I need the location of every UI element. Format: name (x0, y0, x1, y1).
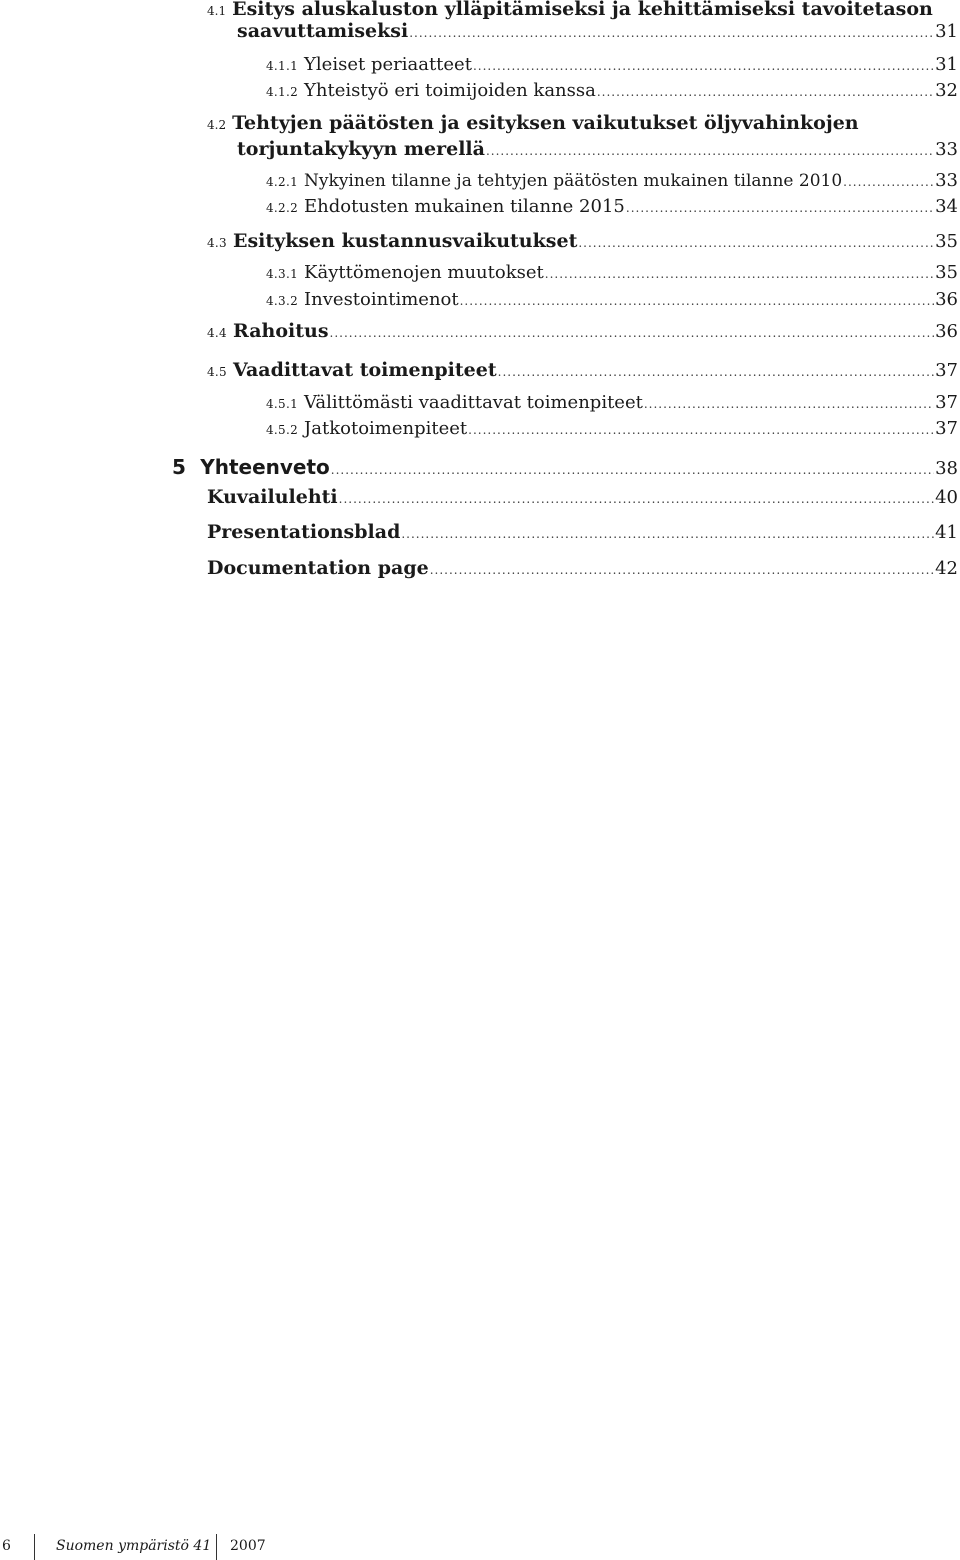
toc-number: 4.2 (207, 118, 227, 132)
toc-title: Ehdotusten mukainen tilanne 2015 (304, 196, 625, 217)
toc-page-number: 35 (935, 262, 958, 283)
toc-title: Esityksen kustannusvaikutukset (232, 230, 578, 252)
toc-leader-dots (498, 365, 934, 379)
toc-number: 4.1.1 (266, 59, 299, 73)
toc-title: Välittömästi vaadittavat toimenpiteet (304, 392, 643, 413)
toc-leader-dots (330, 326, 935, 340)
toc-leader-dots (468, 423, 934, 437)
toc-title: Rahoitus (232, 320, 329, 342)
footer-divider (34, 1534, 35, 1560)
toc-entry-4-2-line1[interactable] (207, 112, 859, 134)
footer-page-number: 6 (2, 1538, 11, 1554)
toc-title: Yhteistyö eri toimijoiden kanssa (304, 80, 596, 101)
toc-number: 4.4 (207, 326, 227, 340)
toc-page-number: 35 (935, 231, 958, 252)
toc-entry-4-2[interactable] (237, 138, 958, 160)
toc-leader-dots (401, 527, 934, 541)
toc-title: Investointimenot (304, 289, 459, 310)
toc-entry-4-5-1[interactable] (266, 392, 958, 413)
toc-page-number: 36 (935, 321, 958, 342)
toc-leader-dots (843, 175, 934, 189)
toc-entry-4-1-line1[interactable] (207, 0, 933, 20)
toc-leader-dots (460, 294, 934, 308)
toc-entry-4-5-2[interactable] (266, 418, 958, 439)
toc-number: 4.5.2 (266, 423, 299, 437)
toc-title: Yhteenveto (200, 455, 330, 479)
toc-number: 4.3.1 (266, 267, 299, 281)
toc-leader-dots (644, 397, 934, 411)
toc-title: Presentationsblad (207, 521, 401, 543)
toc-number: 4.1 (207, 4, 227, 18)
toc-title: Yleiset periaatteet (304, 54, 472, 75)
toc-number: 5 (172, 455, 187, 479)
toc-page-number: 41 (935, 522, 958, 543)
toc-number: 4.2.2 (266, 201, 299, 215)
footer-issue: 41 (193, 1538, 212, 1554)
toc-page-number: 31 (935, 54, 958, 75)
toc-title: Käyttömenojen muutokset (304, 262, 544, 283)
toc-number: 4.1.2 (266, 85, 299, 99)
toc-entry-4-3-2[interactable] (266, 289, 958, 310)
toc-leader-dots (486, 144, 934, 158)
toc-title: torjuntakykyyn merellä (237, 138, 485, 160)
toc-entry-4-1[interactable] (237, 20, 958, 42)
toc-entry-4-3-1[interactable] (266, 262, 958, 283)
toc-leader-dots (626, 201, 934, 215)
toc-leader-dots (331, 463, 934, 477)
toc-page-number: 31 (935, 21, 958, 42)
toc-page-number: 38 (935, 458, 958, 479)
toc-entry-presentationsblad[interactable] (207, 521, 958, 543)
toc-entry-kuvailulehti[interactable] (207, 486, 958, 508)
toc-entry-chapter-5[interactable] (172, 455, 958, 479)
toc-entry-documentation-page[interactable] (207, 557, 958, 579)
toc-page-number: 37 (935, 392, 958, 413)
toc-page-number: 32 (935, 80, 958, 101)
toc-title: Documentation page (207, 557, 429, 579)
toc-number: 4.2.1 (266, 175, 299, 189)
toc-title: Esitys aluskaluston ylläpitämiseksi ja kehittämiseksi tavoitetason (232, 0, 933, 20)
toc-title: Jatkotoimenpiteet (304, 418, 468, 439)
toc-leader-dots (339, 492, 934, 506)
toc-page-number: 37 (935, 360, 958, 381)
toc-title: Vaadittavat toimenpiteet (232, 359, 497, 381)
toc-title: Tehtyjen päätösten ja esityksen vaikutukset öljyvahinkojen (232, 112, 859, 134)
toc-leader-dots (597, 85, 934, 99)
toc-title: Nykyinen tilanne ja tehtyjen päätösten mukainen tilanne 2010 (304, 171, 843, 191)
toc-leader-dots (545, 267, 934, 281)
toc-page-number: 36 (935, 289, 958, 310)
toc-entry-4-4[interactable] (207, 320, 958, 342)
toc-title: Kuvailulehti (207, 486, 338, 508)
toc-page-number: 34 (935, 196, 958, 217)
toc-page-number: 37 (935, 418, 958, 439)
toc-entry-4-1-1[interactable] (266, 54, 958, 75)
footer-series: Suomen ympäristö (56, 1538, 189, 1554)
toc-entry-4-1-2[interactable] (266, 80, 958, 101)
page-footer (0, 1534, 300, 1560)
footer-separator (216, 1534, 217, 1560)
footer-publication (56, 1538, 211, 1554)
toc-number: 4.5.1 (266, 397, 299, 411)
toc-number: 4.3.2 (266, 294, 299, 308)
toc-leader-dots (430, 563, 934, 577)
toc-title: saavuttamiseksi (237, 20, 409, 42)
toc-page-number: 33 (935, 170, 958, 191)
toc-entry-4-3[interactable] (207, 230, 958, 252)
toc-page-number: 40 (935, 487, 958, 508)
toc-page-number: 42 (935, 558, 958, 579)
toc-leader-dots (409, 26, 934, 40)
toc-number: 4.5 (207, 365, 227, 379)
footer-year: 2007 (230, 1538, 266, 1554)
toc-entry-4-2-2[interactable] (266, 196, 958, 217)
toc-number: 4.3 (207, 236, 227, 250)
toc-entry-4-2-1[interactable] (266, 170, 958, 191)
toc-leader-dots (473, 59, 934, 73)
toc-leader-dots (578, 236, 934, 250)
toc-entry-4-5[interactable] (207, 359, 958, 381)
toc-page-number: 33 (935, 139, 958, 160)
